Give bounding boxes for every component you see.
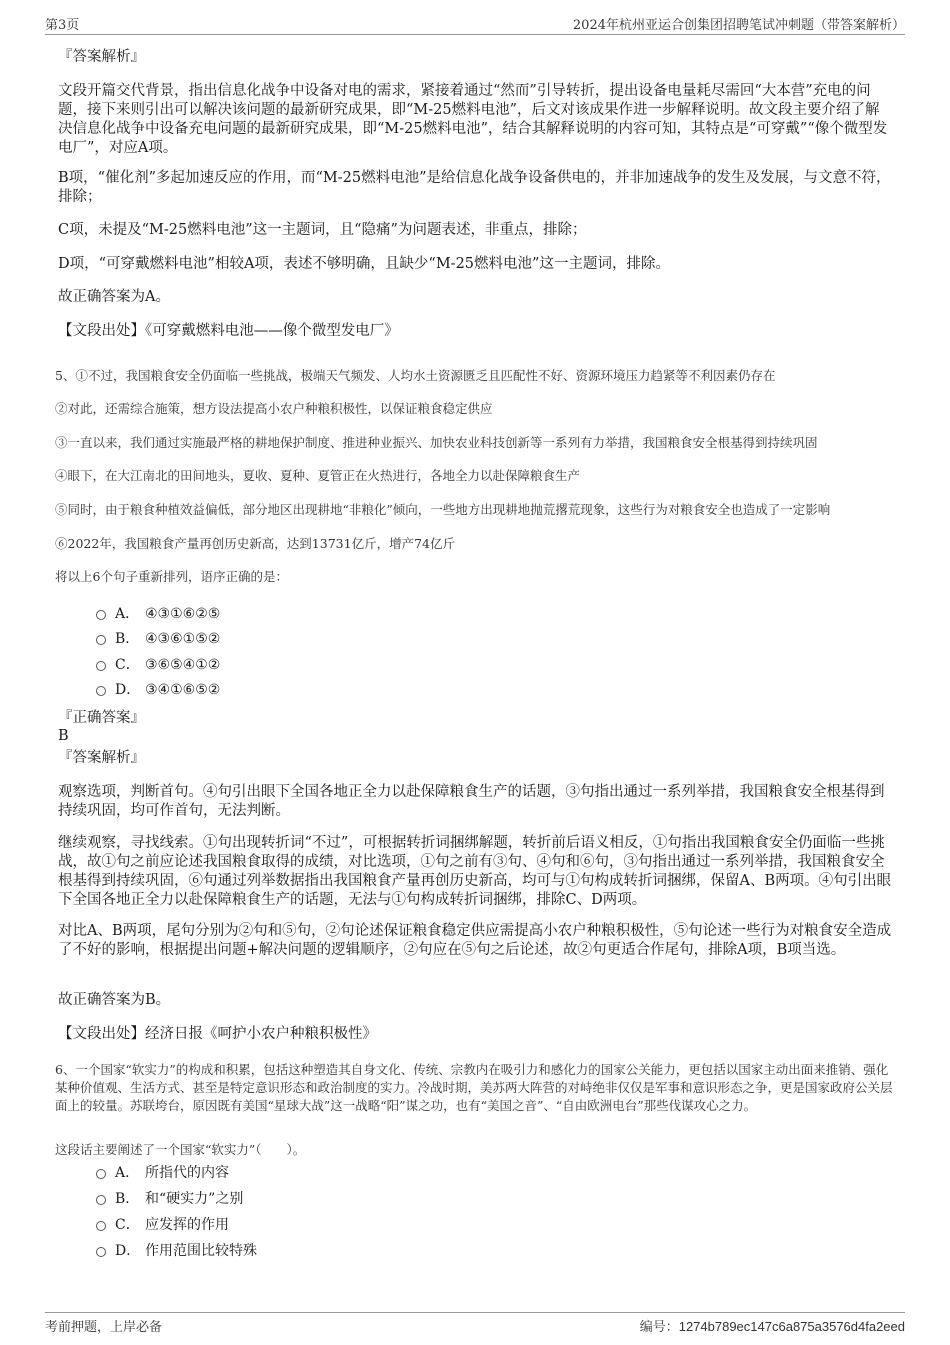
radio-icon[interactable] [96, 1221, 106, 1231]
q5-analysis-heading: 『答案解析』 [58, 750, 145, 766]
q5-option-b[interactable]: B． ④③⑥①⑤② [96, 629, 220, 649]
document-code [640, 1316, 905, 1335]
q4-analysis-paragraph-2: B项，“催化剂”多起加速反应的作用，而“M-25燃料电池”是给信息化战争设备供电的，并非加速战争的发生及发展，与文意不符，排除； [58, 170, 891, 205]
q4-analysis-paragraph-3: C项，未提及“M-25燃料电池”这一主题词，且“隐痛”为问题表述，非重点，排除； [58, 222, 587, 238]
radio-icon[interactable] [96, 635, 106, 645]
q4-analysis-conclusion: 故正确答案为A。 [58, 289, 170, 305]
q5-prompt: 将以上6个句子重新排列，语序正确的是： [55, 569, 288, 584]
q5-sentence-5: ⑤同时，由于粮食种植效益偏低，部分地区出现耕地“非粮化”倾向，一些地方出现耕地抛荒撂荒现象，这些行为对粮食安全也造成了一定影响 [55, 502, 831, 517]
page-number: 第3页 [45, 18, 80, 33]
q6-option-b[interactable]: B． 和“硬实力”之别 [96, 1189, 243, 1209]
q5-option-d[interactable]: D． ③④①⑥⑤② [96, 680, 220, 700]
q6-prompt: 这段话主要阐述了一个国家“软实力”（ ）。 [55, 1142, 306, 1157]
q5-sentence-6: ⑥2022年，我国粮食产量再创历史新高，达到13731亿斤，增产74亿斤 [55, 536, 455, 551]
q4-analysis-heading: 『答案解析』 [58, 49, 145, 65]
q6-stem: 6、一个国家“软实力”的构成和积累，包括这种塑造其自身文化、传统、宗教内在吸引力和感化力的国家公关能力，更包括以国家主动出面来推销、强化某种价值观、生活方式、甚至是特定意识形态和政治制度的实力。冷战时期，美苏两大阵营的对峙绝非仅仅是军事和意识形态之争，更是国家政府公关层面上的较量。苏联垮台，原因既有美国“星球大战”这一战略“阳”谋之功，也有“美国之音”、“自由欧洲电台”那些伐谋攻心之力。 [55, 1062, 893, 1113]
radio-icon[interactable] [96, 1247, 106, 1257]
q4-analysis-paragraph-1: 文段开篇交代背景，指出信息化战争中设备对电的需求，紧接着通过“然而”引导转折，提出设备电量耗尽需回“大本营”充电的问题，接下来则引出可以解决该问题的最新研究成果，即“M-25燃料电池”，后文对该成果作进一步解释说明。故文段主要介绍了解决信息化战争中设备充电问题的最新研究成果，即“M-25燃料电池”，结合其解释说明的内容可知，其特点是“可穿戴”“像个微型发电厂”，对应A项。 [58, 83, 888, 156]
page-footer [45, 1312, 905, 1335]
q5-analysis-paragraph-1: 观察选项，判断首句。④句引出眼下全国各地正全力以赴保障粮食生产的话题，③句指出通过一系列举措，我国粮食安全根基得到持续巩固，均可作首句，无法判断。 [58, 784, 885, 819]
document-code-value: 1274b789ec147c6a875a3576d4fa2eed [678, 1319, 905, 1334]
q6-option-d[interactable]: D． 作用范围比较特殊 [96, 1241, 257, 1261]
footer-slogan: 考前押题，上岸必备 [45, 1320, 163, 1335]
q5-option-a[interactable]: A． ④③①⑥②⑤ [96, 604, 220, 624]
radio-icon[interactable] [96, 1169, 106, 1179]
document-title: 2024年杭州亚运合创集团招聘笔试冲刺题（带答案解析） [572, 18, 905, 33]
radio-icon[interactable] [96, 610, 106, 620]
q4-source: 【文段出处】《可穿戴燃料电池——像个微型发电厂》 [58, 323, 399, 339]
document-code-label: 编号： [639, 1319, 679, 1334]
page-header [45, 12, 905, 35]
q5-sentence-4: ④眼下，在大江南北的田间地头，夏收、夏种、夏管正在火热进行，各地全力以赴保障粮食生产 [55, 468, 581, 483]
q5-answer-heading: 『正确答案』 [58, 710, 145, 726]
q5-analysis-paragraph-3: 对比A、B两项，尾句分别为②句和⑤句，②句论述保证粮食稳定供应需提高小农户种粮积极性，⑤句论述一些行为对粮食安全造成了不好的影响，根据提出问题+解决问题的逻辑顺序，②句应在⑤句之后论述，故②句更适合作尾句，排除A项，B项当选。 [58, 923, 892, 958]
q5-answer: B [58, 728, 69, 744]
q5-analysis-conclusion: 故正确答案为B。 [58, 992, 171, 1008]
q6-option-c[interactable]: C． 应发挥的作用 [96, 1215, 229, 1235]
q4-analysis-paragraph-4: D项，“可穿戴燃料电池”相较A项，表述不够明确，且缺少“M-25燃料电池”这一主题词，排除。 [58, 256, 670, 272]
q5-source: 【文段出处】经济日报《呵护小农户种粮积极性》 [58, 1026, 377, 1042]
q5-sentence-1: 5、①不过，我国粮食安全仍面临一些挑战，极端天气频发、人均水土资源匮乏且匹配性不好、资源环境压力趋紧等不利因素仍存在 [55, 368, 776, 383]
q5-analysis-paragraph-2: 继续观察，寻找线索。①句出现转折词“不过”，可根据转折词捆绑解题，转折前后语义相反，①句指出我国粮食安全仍面临一些挑战，故①句之前应论述我国粮食取得的成绩，对比选项，①句之前有③句、④句和⑥句，③句指出通过一系列举措，我国粮食安全根基得到持续巩固，⑥句通过列举数据指出我国粮食产量再创历史新高，均可与①句构成转折词捆绑，保留A、B两项。④句引出眼下全国各地正全力以赴保障粮食生产的话题，无法与①句构成转折词捆绑，排除C、D两项。 [58, 835, 892, 908]
q6-option-a[interactable]: A． 所指代的内容 [96, 1163, 229, 1183]
q5-sentence-3: ③一直以来，我们通过实施最严格的耕地保护制度、推进种业振兴、加快农业科技创新等一系列有力举措，我国粮食安全根基得到持续巩固 [55, 435, 818, 450]
radio-icon[interactable] [96, 661, 106, 671]
radio-icon[interactable] [96, 686, 106, 696]
q5-sentence-2: ②对此，还需综合施策，想方设法提高小农户种粮积极性，以保证粮食稳定供应 [55, 401, 493, 416]
radio-icon[interactable] [96, 1195, 106, 1205]
q5-option-c[interactable]: C． ③⑥⑤④①② [96, 655, 220, 675]
